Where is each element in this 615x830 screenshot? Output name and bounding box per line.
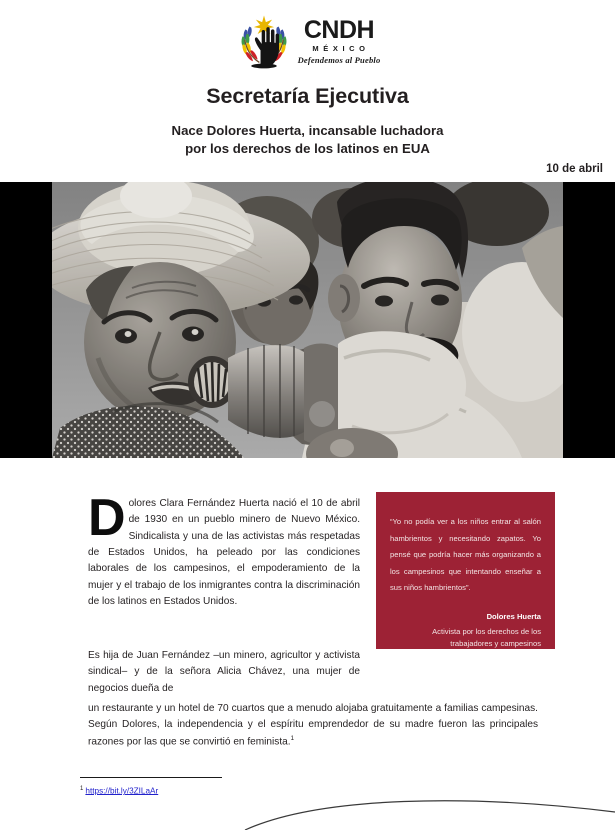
logo-tagline: Defendemos al Pueblo (297, 54, 381, 65)
headline (0, 122, 615, 158)
page-title: Secretaría Ejecutiva (206, 84, 409, 108)
headline-line-1: Nace Dolores Huerta, incansable luchadora (171, 123, 444, 138)
publication-date: 10 de abril (546, 163, 603, 175)
pull-quote-author: Dolores Huerta (486, 611, 541, 621)
pull-quote-text: “Yo no podía ver a los niños entrar al salón hambrientos y necesitando zapatos. Yo pensé que podría hacer más organizando a los campesinos que intentando enseñar a sus niños hambrientos”. (390, 517, 541, 593)
logo-acronym: CNDH (303, 16, 375, 44)
page-header (0, 0, 615, 182)
footnote-link[interactable]: https://bit.ly/3ZILaAr (85, 786, 159, 796)
drop-cap: D (88, 489, 126, 547)
footnote-divider (80, 777, 222, 778)
hero-photo (52, 182, 563, 458)
cndh-hand-wreath-star-emblem-icon (235, 12, 293, 70)
footnote-number: 1 (80, 786, 84, 792)
article-paragraph-2-narrow: Es hija de Juan Fernández –un minero, agricultor y activista sindical– y de la señora Alicia Chávez, una mujer de negocios dueña de (88, 650, 360, 694)
article-paragraph-1 (88, 489, 360, 610)
hero-photo-band (0, 182, 615, 458)
pull-quote-box (376, 492, 555, 649)
pull-quote-role-line-2: trabajadores y campesinos (450, 638, 541, 648)
pull-quote-role-line-1: Activista por los derechos de los (432, 626, 541, 636)
article-content (0, 458, 615, 830)
pull-quote-role (390, 626, 541, 650)
footnote (80, 786, 158, 795)
logo-country: MÉXICO (312, 44, 370, 53)
footnote-reference: 1 (290, 734, 295, 742)
cndh-logo (0, 12, 615, 70)
article-paragraph-2-wide-text: un restaurante y un hotel de 70 cuartos que a menudo alojaba gratuitamente a familias campesinas. Según Dolores, la independencia y el espíritu emprendedor de su madre fueron las principales razones por las que se convirtió en feminista. (88, 703, 538, 748)
headline-line-2: por los derechos de los latinos en EUA (185, 141, 430, 157)
article-paragraph-1-text: olores Clara Fernández Huerta nació el 10 de abril de 1930 en un pueblo minero de Nuevo México. Sindicalista y una de las activistas más respetadas de Estados Unidos, ha peleado por las condiciones laborales de los campesinos, el empoderamiento de la mujer y el trabajo de los inmigrantes contra la discriminación de los latinos en Estados Unidos. (88, 498, 360, 608)
article-paragraph-2-wide (88, 701, 538, 750)
